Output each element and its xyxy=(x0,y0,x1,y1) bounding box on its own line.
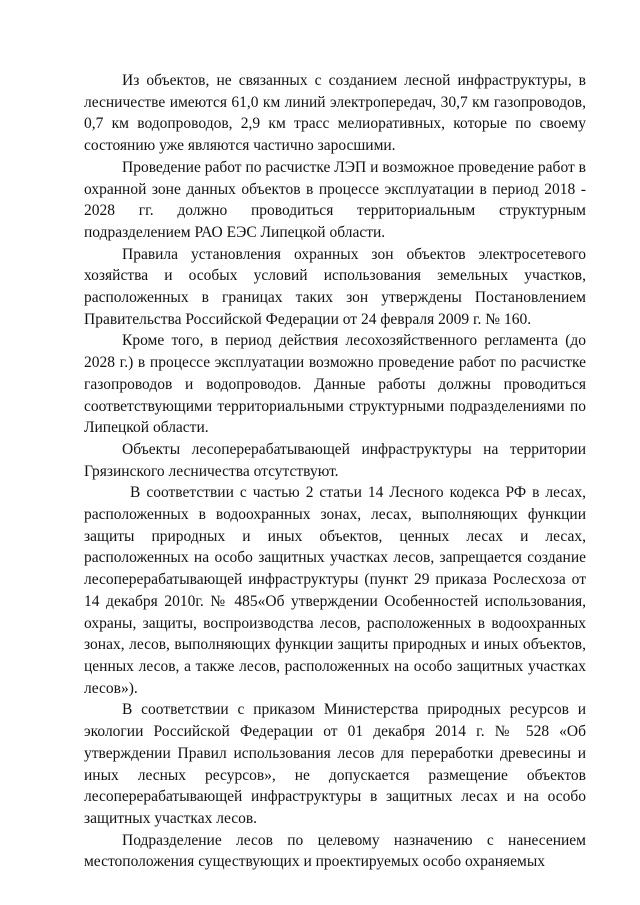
paragraph-forest-subdivision: Подразделение лесов по целевому назначению с нанесением местоположения существующих и проектируемых особо охраняемых xyxy=(84,831,586,871)
paragraph-power-line-clearing: Проведение работ по расчистке ЛЭП и возможное проведение работ в охранной зоне данных объектов в процессе эксплуатации в период 2018 - 2028 гг. должно проводиться территориальным структурным подразделением РАО ЕЭС Липецкой области. xyxy=(84,158,586,241)
paragraph-no-processing-infrastructure: Объекты лесоперерабатывающей инфраструктуры на территории Грязинского лесничества отсутствуют. xyxy=(84,440,586,480)
paragraph-forest-code-restrictions: В соответствии с частью 2 статьи 14 Лесного кодекса РФ в лесах, расположенных в водоохранных зонах, лесах, выполняющих функции защиты природных и иных объектов, ценных лесах и лесах, расположенных на особо защитных участках лесов, запрещается создание лесоперерабатывающей инфраструктуры (пункт 29 приказа Рослесхоза от 14 декабря 2010г. № 485«Об утверждении Особенностей использования, охраны, защиты, воспроизводства лесов, расположенных в водоохранных зонах, лесов, выполняющих функции защиты природных и иных объектов, ценных лесов, а также лесов, расположенных на особо защитных участках лесов»). xyxy=(84,484,586,697)
paragraph-pipeline-clearing: Кроме того, в период действия лесохозяйственного регламента (до 2028 г.) в процессе эксплуатации возможно проведение работ по расчистке газопроводов и водопроводов. Данные работы должны проводиться соответствующими территориальными структурными подразделениями по Липецкой области. xyxy=(84,332,586,437)
paragraph-non-forest-objects: Из объектов, не связанных с созданием лесной инфраструктуры, в лесничестве имеются 61,0 км линий электропередач, 30,7 км газопроводов, 0,7 км водопроводов, 2,9 км трасс мелиоративных, которые по своему состоянию уже являются частично заросшими. xyxy=(84,72,586,155)
paragraph-protection-zone-rules: Правила установления охранных зон объектов электросетевого хозяйства и особых условий использования земельных участков, расположенных в границах таких зон утверждены Постановлением Правительства Российской Федерации от 24 февраля 2009 г. № 160. xyxy=(84,245,586,328)
paragraph-ministry-order: В соответствии с приказом Министерства природных ресурсов и экологии Российской Федерации от 01 декабря 2014 г. № 528 «Об утверждении Правил использования лесов для переработки древесины и иных лесных ресурсов», не допускается размещение объектов лесоперерабатывающей инфраструктуры в защитных лесах и на особо защитных участках лесов. xyxy=(84,701,586,827)
document-page xyxy=(84,70,586,873)
